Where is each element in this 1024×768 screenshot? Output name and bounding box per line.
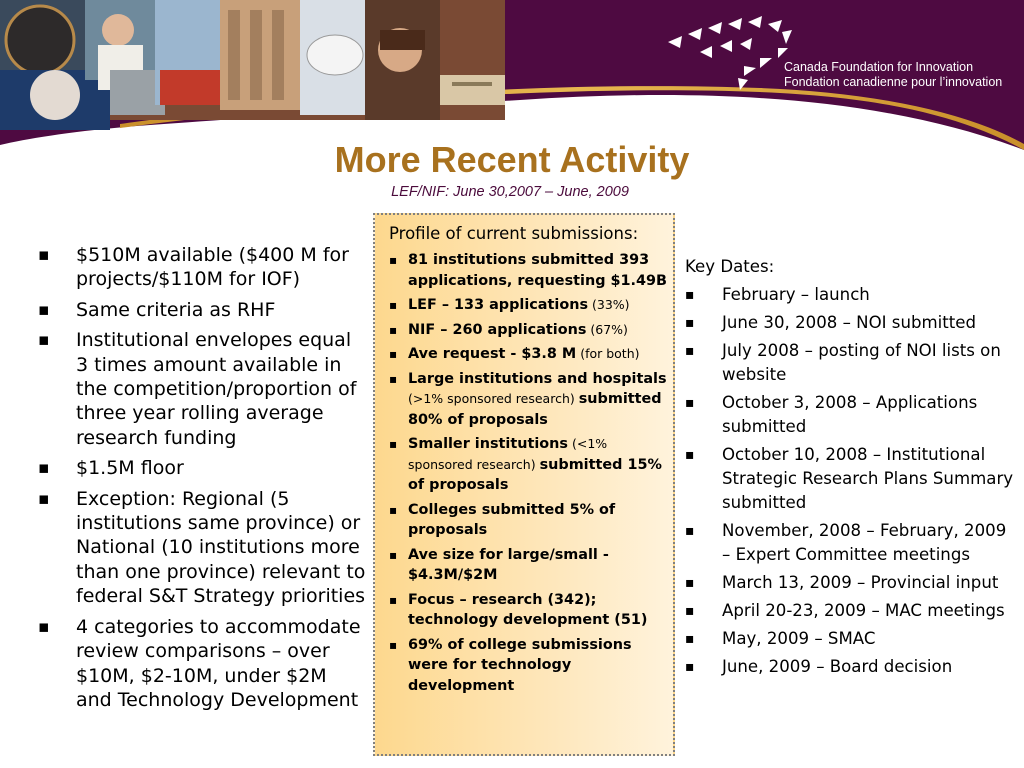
left-bullet: ▪ Institutional envelopes equal 3 times amount available in the competition/proportion of three year rolling average research funding xyxy=(38,328,368,450)
profile-item: ▪ LEF – 133 applications (33%) xyxy=(389,295,667,316)
profile-item: ▪ Colleges submitted 5% of proposals xyxy=(389,500,667,541)
profile-box xyxy=(373,213,675,756)
profile-list xyxy=(389,250,667,700)
key-date-item: ▪ June, 2009 – Board decision xyxy=(685,655,1015,679)
photo-collage xyxy=(0,0,505,130)
left-bullet: ▪ Exception: Regional (5 institutions same province) or National (10 institutions more than one province) relevant to federal S&T Strategy priorities xyxy=(38,487,368,609)
left-bullet: ▪ $1.5M floor xyxy=(38,456,368,480)
key-date-item: ▪ February – launch xyxy=(685,283,1015,307)
profile-item: ▪ NIF – 260 applications (67%) xyxy=(389,320,667,341)
key-date-item: ▪ May, 2009 – SMAC xyxy=(685,627,1015,651)
profile-heading: Profile of current submissions: xyxy=(389,224,639,243)
key-date-item: ▪ November, 2008 – February, 2009 – Expert Committee meetings xyxy=(685,519,1015,567)
key-date-item: ▪ October 3, 2008 – Applications submitted xyxy=(685,391,1015,439)
key-date-item: ▪ October 10, 2008 – Institutional Strategic Research Plans Summary submitted xyxy=(685,443,1015,515)
profile-item: ▪ 81 institutions submitted 393 applications, requesting $1.49B xyxy=(389,250,667,291)
profile-item: ▪ Ave size for large/small - $4.3M/$2M xyxy=(389,545,667,586)
left-bullet: ▪ Same criteria as RHF xyxy=(38,298,368,322)
profile-item: ▪ Focus – research (342); technology development (51) xyxy=(389,590,667,631)
slide-title: More Recent Activity xyxy=(334,139,690,180)
left-bullet: ▪ $510M available ($400 M for projects/$110M for IOF) xyxy=(38,243,368,292)
profile-item: ▪ Smaller institutions (<1% sponsored research) submitted 15% of proposals xyxy=(389,434,667,496)
organization-name xyxy=(784,60,1002,90)
key-date-item: ▪ June 30, 2008 – NOI submitted xyxy=(685,311,1015,335)
key-date-item: ▪ March 13, 2009 – Provincial input xyxy=(685,571,1015,595)
key-dates xyxy=(685,255,1015,683)
organization-name-en: Canada Foundation for Innovation xyxy=(784,60,974,74)
key-date-item: ▪ April 20-23, 2009 – MAC meetings xyxy=(685,599,1015,623)
header-banner xyxy=(0,0,1024,150)
profile-item: ▪ Large institutions and hospitals (>1% sponsored research) submitted 80% of proposals xyxy=(389,369,667,431)
slide-subtitle: LEF/NIF: June 30,2007 – June, 2009 xyxy=(391,184,629,200)
key-date-item: ▪ July 2008 – posting of NOI lists on website xyxy=(685,339,1015,387)
organization-name-fr: Fondation canadienne pour l’innovation xyxy=(784,75,1003,89)
profile-item: ▪ Ave request - $3.8 M (for both) xyxy=(389,344,667,365)
left-bullet: ▪ 4 categories to accommodate review comparisons – over $10M, $2-10M, under $2M and Technology Development xyxy=(38,615,368,713)
left-bullet-list xyxy=(38,243,368,718)
key-dates-list xyxy=(685,283,1015,679)
profile-item: ▪ 69% of college submissions were for technology development xyxy=(389,635,667,697)
key-dates-heading: Key Dates: xyxy=(685,257,775,276)
